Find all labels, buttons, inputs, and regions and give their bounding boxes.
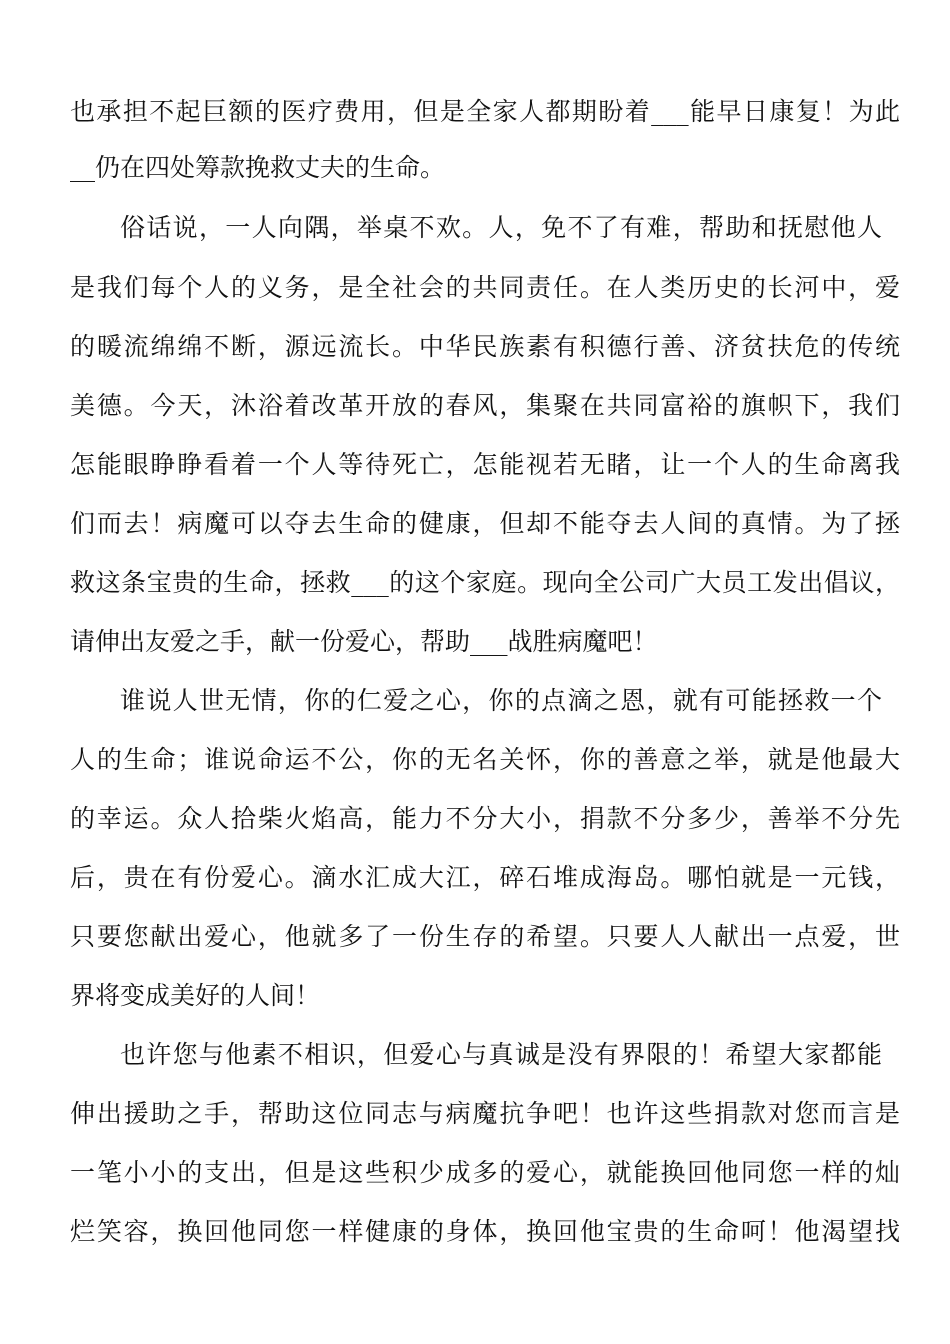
text-line: 一笔小小的支出，但是这些积少成多的爱心，就能换回他同您一样的灿 bbox=[70, 1158, 900, 1187]
text-line: 界将变成美好的人间！ bbox=[70, 981, 321, 1010]
text-line: 们而去！病魔可以夺去生命的健康，但却不能夺去人间的真情。为了拯 bbox=[70, 509, 900, 538]
paragraph-first-line: 俗话说，一人向隅，举桌不欢。人，免不了有难，帮助和抚慰他人 bbox=[120, 213, 882, 242]
text-line: 救这条宝贵的生命，拯救___的这个家庭。现向全公司广大员工发出倡议， bbox=[70, 568, 900, 597]
text-line: 伸出援助之手，帮助这位同志与病魔抗争吧！也许这些捐款对您而言是 bbox=[70, 1099, 900, 1128]
text-line: 美德。今天，沐浴着改革开放的春风，集聚在共同富裕的旗帜下，我们 bbox=[70, 391, 900, 420]
text-line: 后，贵在有份爱心。滴水汇成大江，碎石堆成海岛。哪怕就是一元钱， bbox=[70, 863, 900, 892]
text-line: 的幸运。众人拾柴火焰高，能力不分大小，捐款不分多少，善举不分先 bbox=[70, 804, 900, 833]
text-line: 请伸出友爱之手，献一份爱心，帮助___战胜病魔吧！ bbox=[70, 627, 658, 656]
text-line: 烂笑容，换回他同您一样健康的身体，换回他宝贵的生命呵！他渴望找 bbox=[70, 1217, 900, 1246]
text-line: 只要您献出爱心，他就多了一份生存的希望。只要人人献出一点爱，世 bbox=[70, 922, 900, 951]
paragraph-first-line: 也许您与他素不相识，但爱心与真诚是没有界限的！希望大家都能 bbox=[120, 1040, 882, 1069]
paragraph-first-line: 谁说人世无情，你的仁爱之心，你的点滴之恩，就有可能拯救一个 bbox=[120, 686, 882, 715]
text-line: 的暖流绵绵不断，源远流长。中华民族素有积德行善、济贫扶危的传统 bbox=[70, 332, 900, 361]
text-line: 怎能眼睁睁看着一个人等待死亡，怎能视若无睹，让一个人的生命离我 bbox=[70, 450, 900, 479]
text-line: 是我们每个人的义务，是全社会的共同责任。在人类历史的长河中，爱 bbox=[70, 273, 900, 302]
text-line: 人的生命；谁说命运不公，你的无名关怀，你的善意之举，就是他最大 bbox=[70, 745, 900, 774]
text-line: __仍在四处筹款挽救丈夫的生命。 bbox=[70, 153, 446, 182]
text-line: 也承担不起巨额的医疗费用，但是全家人都期盼着___能早日康复！为此 bbox=[70, 97, 900, 126]
